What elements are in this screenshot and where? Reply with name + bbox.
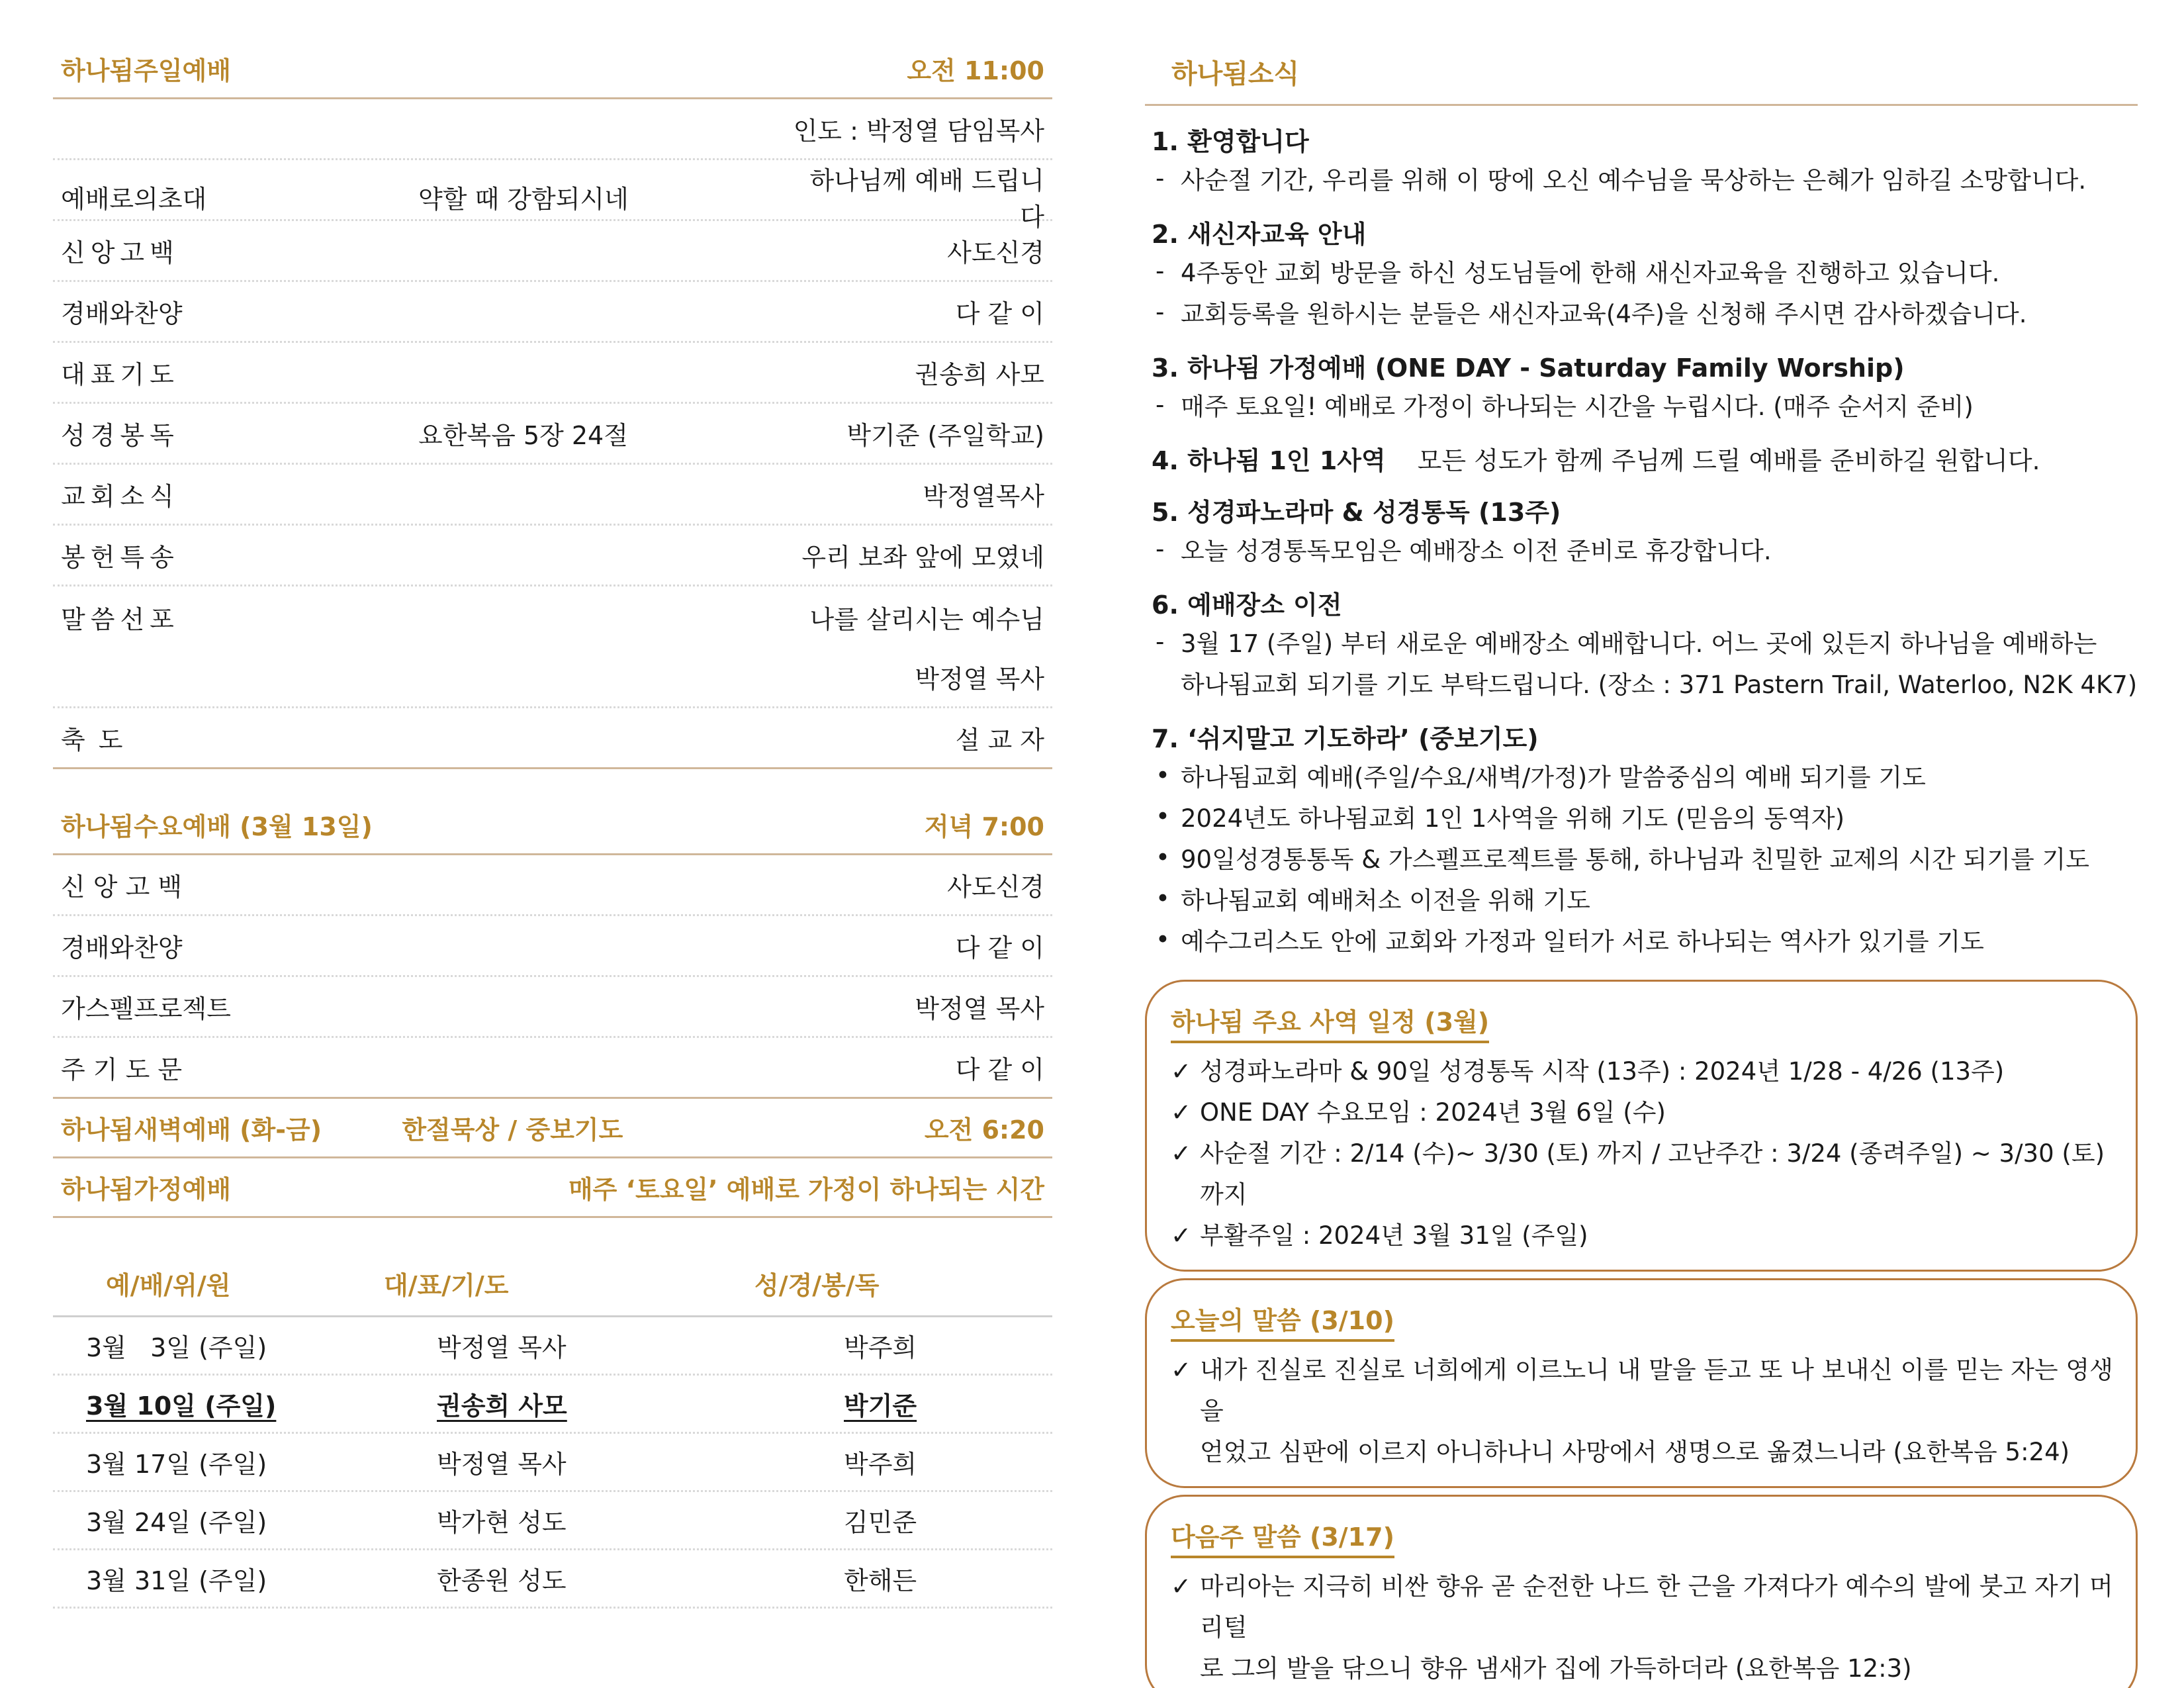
news-item-title: 1. 환영합니다 (1152, 126, 1309, 156)
prayer-bullet: • 2024년도 하나됨교회 1인 1사역을 위해 기도 (믿음의 동역자) (1156, 802, 1845, 833)
check-icon: ✓ (1171, 1139, 1192, 1168)
row-label: 성경봉독 (61, 421, 179, 450)
row-right: 박정열 목사 (915, 994, 1044, 1023)
family-desc: 매주 ‘토요일’ 예배로 가정이 하나되는 시간 (568, 1175, 1044, 1204)
row-right: 박정열 목사 (915, 665, 1044, 694)
prayer-bullet: • 90일성경통통독 & 가스펠프로젝트를 통해, 하나님과 친밀한 교제의 시간 되기를 기도 (1156, 843, 2090, 874)
schedule-item: ✓ 성경파노라마 & 90일 성경통독 시작 (13주) : 2024년 1/28 - 4/26 (13주) (1171, 1051, 2116, 1092)
row-right: 우리 보좌 앞에 모였네 (801, 543, 1044, 572)
row-label: 경배와찬양 (61, 299, 183, 328)
roster-reading: 한해든 (844, 1566, 917, 1595)
sunday-leader-row (53, 99, 1052, 160)
row-right: 박기준 (주일학교) (846, 421, 1044, 450)
row-label: 대표기도 (61, 360, 179, 389)
schedule-box (1145, 980, 2138, 1272)
prayer-bullet: • 예수그리스도 안에 교회와 가정과 일터가 서로 하나되는 역사가 있기를 기도 (1156, 925, 1984, 956)
wednesday-time: 저녁 7:00 (924, 812, 1044, 841)
row-label: 가스펠프로젝트 (61, 994, 231, 1023)
news-item-title: 2. 새신자교육 안내 (1152, 219, 1367, 249)
row-label: 봉헌특송 (61, 543, 179, 572)
row-middle: 요한복음 5장 24절 (418, 421, 628, 450)
wednesday-header (53, 796, 1052, 855)
row-right: 나를 살리시는 예수님 (809, 604, 1044, 634)
news-item-title: 7. ‘쉬지말고 기도하라’ (중보기도) (1152, 724, 1539, 753)
sunday-row (53, 160, 1052, 232)
schedule-item: ✓ ONE DAY 수요모임 : 2024년 3월 6일 (수) (1171, 1092, 2116, 1133)
news-item-line: - 4주동안 교회 방문을 하신 성도님들에 한해 새신자교육을 진행하고 있습니다. (1156, 256, 2000, 287)
roster-row-current (53, 1376, 1052, 1434)
row-label: 신 앙 고 백 (61, 872, 183, 902)
roster-header-cell: 성/경/봉/독 (754, 1271, 880, 1300)
next-word-title: 다음주 말씀 (3/17) (1171, 1517, 1394, 1558)
prayer-bullet: • 하나됨교회 예배처소 이전을 위해 기도 (1156, 884, 1590, 915)
roster-date: 3월 10일 (주일) (86, 1391, 277, 1421)
check-icon: ✓ (1171, 1572, 1192, 1601)
news-item-line: - 사순절 기간, 우리를 위해 이 땅에 오신 예수님을 묵상하는 은혜가 임하길 소망합니다. (1156, 164, 2087, 195)
sunday-row (53, 282, 1052, 343)
roster-date: 3월 24일 (주일) (86, 1508, 267, 1537)
schedule-item: ✓ 부활주일 : 2024년 3월 31일 (주일) (1171, 1215, 2116, 1256)
row-label: 말씀선포 (61, 604, 179, 634)
roster-prayer: 한종원 성도 (437, 1566, 567, 1595)
roster-reading: 박기준 (844, 1391, 917, 1421)
roster-row (53, 1492, 1052, 1550)
news-item-title: 4. 하나됨 1인 1사역 모든 성도가 함께 주님께 드릴 예배를 준비하길 원합니다. (1152, 445, 2040, 475)
roster-date: 3월 31일 (주일) (86, 1566, 267, 1595)
roster-prayer: 권송희 사모 (437, 1391, 567, 1421)
roster-prayer: 박정열 목사 (437, 1450, 567, 1479)
roster-row (53, 1434, 1052, 1492)
row-right: 권송희 사모 (915, 360, 1044, 389)
roster-row (53, 1550, 1052, 1609)
row-right: 다 같 이 (955, 1055, 1044, 1084)
row-right: 다 같 이 (955, 299, 1044, 328)
roster-reading: 박주희 (844, 1450, 917, 1479)
row-right: 박정열목사 (923, 482, 1044, 511)
roster-reading: 김민준 (844, 1508, 917, 1537)
row-label: 주 기 도 문 (61, 1055, 183, 1084)
row-label: 신앙고백 (61, 238, 179, 267)
schedule-title: 하나됨 주요 사역 일정 (3월) (1171, 1002, 1489, 1043)
sunday-leader: 인도 : 박정열 담임목사 (793, 117, 1044, 146)
news-item-title: 3. 하나됨 가정예배 (ONE DAY - Saturday Family Worship) (1152, 353, 1905, 383)
sunday-row (53, 526, 1052, 586)
sunday-header (53, 40, 1052, 99)
roster-row (53, 1317, 1052, 1376)
today-word-text-cont: 얻었고 심판에 이르지 아니하나니 사망에서 생명으로 옮겼느니라 (요한복음 5:24) (1200, 1438, 2070, 1466)
today-word-text: ✓ 내가 진실로 진실로 너희에게 이르노니 내 말을 듣고 또 나 보내신 이를 믿는 자는 영생을 (1171, 1350, 2116, 1432)
dawn-title: 하나됨새벽예배 (화-금) (61, 1115, 322, 1145)
news-body (1145, 120, 2138, 960)
row-right: 하나님께 예배 드립니다 (809, 166, 1044, 232)
news-item-line: - 3월 17 (주일) 부터 새로운 예배장소 예배합니다. 어느 곳에 있든지 하나님을 예배하는 (1156, 627, 2097, 658)
wednesday-title: 하나됨수요예배 (3월 13일) (61, 812, 373, 841)
row-label: 교회소식 (61, 482, 179, 511)
sunday-row (53, 586, 1052, 647)
row-right: 사도신경 (947, 872, 1044, 902)
sunday-title: 하나됨주일예배 (61, 56, 231, 85)
news-header (1145, 40, 2138, 106)
next-word-box (1145, 1495, 2138, 1688)
dawn-time: 오전 6:20 (924, 1115, 1044, 1145)
sunday-row (53, 343, 1052, 404)
next-word-text-cont: 로 그의 발을 닦으니 향유 냄새가 집에 가득하더라 (요한복음 12:3) (1200, 1654, 1912, 1683)
row-label: 경배와찬양 (61, 933, 183, 962)
roster-header (53, 1218, 1052, 1317)
news-item-line: - 교회등록을 원하시는 분들은 새신자교육(4주)을 신청해 주시면 감사하겠습니다. (1156, 297, 2027, 328)
dawn-middle: 한절묵상 / 중보기도 (402, 1115, 623, 1145)
row-middle: 약할 때 강함되시네 (418, 184, 629, 214)
news-page (1145, 40, 2138, 1688)
next-word-text: ✓ 마리아는 지극히 비싼 향유 곧 순전한 나드 한 근을 가져다가 예수의 발에 붓고 자기 머리털 (1171, 1566, 2116, 1648)
news-item-line: - 매주 토요일! 예배로 가정이 하나되는 시간을 누립시다. (매주 순서지 준비) (1156, 390, 1974, 421)
roster-prayer: 박가현 성도 (437, 1508, 567, 1537)
row-right: 설 교 자 (955, 726, 1044, 755)
check-icon: ✓ (1171, 1057, 1192, 1086)
today-word-title: 오늘의 말씀 (3/10) (1171, 1300, 1394, 1342)
roster-date: 3월 3일 (주일) (86, 1333, 267, 1362)
check-icon: ✓ (1171, 1221, 1192, 1250)
news-title: 하나됨소식 (1171, 59, 1300, 89)
roster-reading: 박주희 (844, 1333, 917, 1362)
schedule-item: ✓ 사순절 기간 : 2/14 (수)~ 3/30 (토) 까지 / 고난주간 : 3/24 (종려주일) ~ 3/30 (토) 까지 (1171, 1133, 2116, 1215)
family-title: 하나됨가정예배 (61, 1175, 231, 1204)
check-icon: ✓ (1171, 1098, 1192, 1127)
roster-header-cell: 예/배/위/원 (106, 1271, 231, 1300)
news-item-title: 6. 예배장소 이전 (1152, 590, 1342, 620)
check-icon: ✓ (1171, 1356, 1192, 1384)
worship-order-page (53, 40, 1052, 1609)
row-right: 다 같 이 (955, 933, 1044, 962)
wednesday-row (53, 977, 1052, 1038)
wednesday-row (53, 916, 1052, 977)
sunday-row (53, 465, 1052, 526)
sunday-row (53, 404, 1052, 465)
row-right: 사도신경 (947, 238, 1044, 267)
news-item-line: 하나됨교회 되기를 기도 부탁드립니다. (장소 : 371 Pastern Trail, Waterloo, N2K 4K7) (1181, 671, 2138, 699)
prayer-bullet: • 하나됨교회 예배(주일/수요/새벽/가정)가 말씀중심의 예배 되기를 기도 (1156, 761, 1926, 792)
roster-date: 3월 17일 (주일) (86, 1450, 267, 1479)
dawn-header (53, 1099, 1052, 1158)
sunday-row (53, 647, 1052, 708)
wednesday-row (53, 1038, 1052, 1099)
roster-prayer: 박정열 목사 (437, 1333, 567, 1362)
sunday-time: 오전 11:00 (907, 56, 1044, 85)
row-label: 예배로의초대 (61, 184, 207, 214)
wednesday-row (53, 855, 1052, 916)
family-header (53, 1158, 1052, 1218)
news-item-line: - 오늘 성경통독모임은 예배장소 이전 준비로 휴강합니다. (1156, 534, 1772, 565)
sunday-row (53, 708, 1052, 769)
roster-header-cell: 대/표/기/도 (384, 1271, 509, 1300)
today-word-box (1145, 1278, 2138, 1488)
row-label: 축 도 (61, 726, 126, 755)
news-item-title: 5. 성경파노라마 & 성경통독 (13주) (1152, 497, 1561, 527)
